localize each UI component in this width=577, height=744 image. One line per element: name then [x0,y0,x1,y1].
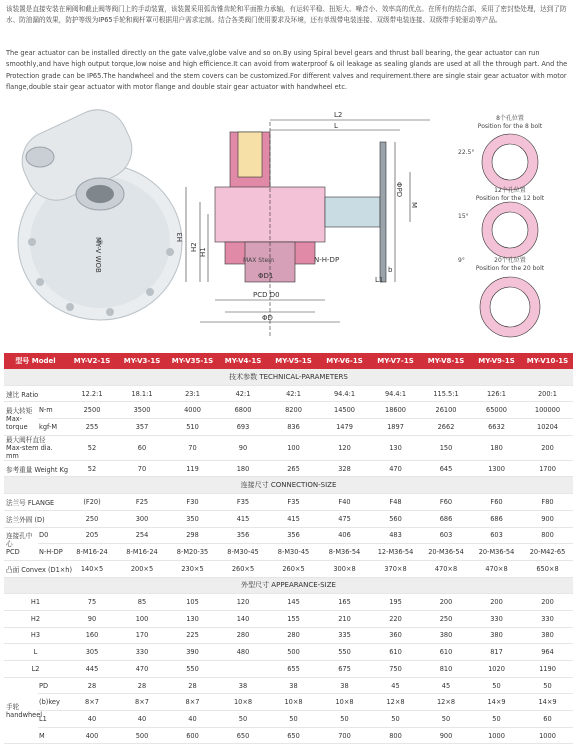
handwheel-m-cell: 650 [268,727,319,744]
handwheel-l1-cell: 40 [167,711,218,728]
bolt-20-cn: 20个孔位置 [494,257,526,264]
torque-kgfm-cell: 836 [268,419,319,436]
ratio-cell: 23:1 [167,385,218,402]
ratio-cell: 115.5:1 [421,385,471,402]
h2-cell: 330 [471,610,522,627]
pcd-d0-cell: 483 [370,527,421,544]
intro-chinese: 该装置是直接安装在闸阀和截止阀等阀门上的手动装置，该装置采用弧齿锥齿轮和平面推力承轴，有运转平稳、扭矩大、噪音小、效率高的优点。在所有的结合部，采用了密封垫处理，达到了防水、防油漏的效果，防护等级为IP65手轮和阀杆罩可根据用户需求定制。结合各类阀门使用要求及环境，还有单级带电装连接、双级带电装连接、双级带手轮驱动等产品。 [6,5,567,25]
stem-label-cn: 最大阀杆直径 [6,435,46,444]
l2-cell: 445 [67,661,117,678]
handwheel-key-cell: 8×7 [117,694,167,711]
section-appearance [4,577,573,594]
handwheel-l1-cell: 50 [268,711,319,728]
pcd-label [4,527,38,560]
handwheel-pd-cell: 50 [471,677,522,694]
handwheel-l1-sub: L1 [38,711,67,728]
h2-cell: 130 [167,610,218,627]
handwheel-pd-cell: 50 [522,677,573,694]
pcd-d0-cell: 356 [268,527,319,544]
header-model: MY-V35-1S [167,353,218,369]
h2-cell: 140 [218,610,268,627]
handwheel-key-cell: 10×8 [218,694,268,711]
product-photo [12,100,182,320]
torque-kgfm-cell: 357 [117,419,167,436]
torque-kgfm-cell: 255 [67,419,117,436]
h3-cell: 280 [268,627,319,644]
flange-cell: F40 [319,494,370,511]
pcd-nhdp-row [4,544,573,561]
l-row [4,644,573,661]
bolt-12-en: Position for the 12 bolt [475,195,545,202]
handwheel-key-row [4,694,573,711]
convex-cell: 470×8 [471,560,522,577]
convex-cell: 200×5 [117,560,167,577]
dim-max-stem: MAX Stem [243,257,274,264]
pcd-d0-cell: 298 [167,527,218,544]
pcd-d0-cell: 356 [218,527,268,544]
l2-cell: 470 [117,661,167,678]
dim-nhdp: N-H-DP [314,256,340,264]
angle-22-5: 22.5° [458,149,475,156]
h3-cell: 280 [218,627,268,644]
l-cell: 500 [268,644,319,661]
pcd-d0-cell: 603 [471,527,522,544]
bolt-12-cn: 12个孔位置 [494,187,526,194]
flange-cell: F35 [268,494,319,511]
l-cell: 964 [522,644,573,661]
handwheel-m-cell: 1000 [471,727,522,744]
torque-nm-cell: 100000 [522,402,573,419]
l-cell: 550 [319,644,370,661]
stem-cell: 90 [218,435,268,460]
handwheel-key-cell: 8×7 [67,694,117,711]
l-label: L [4,644,67,661]
convex-cell: 370×8 [370,560,421,577]
handwheel-m-cell: 800 [370,727,421,744]
dim-m: M [410,202,418,209]
flange-d-label: 法兰外圆 (D) [4,510,67,527]
handwheel-pd-cell: 45 [421,677,471,694]
h1-cell: 75 [67,594,117,611]
l-cell: 390 [167,644,218,661]
pcd-nhdp-cell: 8-M30-45 [218,544,268,561]
handwheel-label-cn: 手轮 [6,702,20,711]
h2-cell: 220 [370,610,421,627]
h2-cell: 210 [319,610,370,627]
weight-cell: 1300 [471,460,522,477]
pcd-nhdp-cell: 8-M16-24 [117,544,167,561]
handwheel-key-cell: 14×9 [471,694,522,711]
ratio-cell: 94.4:1 [319,385,370,402]
header-model: MY-V4-1S [218,353,268,369]
pcd-nhdp-cell: 8-M20-35 [167,544,218,561]
weight-cell: 328 [319,460,370,477]
l2-row [4,661,573,678]
spec-table [4,353,573,744]
l2-cell: 550 [167,661,218,678]
handwheel-m-cell: 700 [319,727,370,744]
ratio-cell: 42:1 [218,385,268,402]
l2-cell: 655 [268,661,319,678]
convex-label: 凸面 Convex (D1×h) [4,560,67,577]
l2-label: L2 [4,661,67,678]
flange-cell: F30 [167,494,218,511]
section-appearance-title: 外型尺寸 APPEARANCE-SIZE [4,577,573,594]
header-model: MY-V2-1S [67,353,117,369]
handwheel-pd-row [4,677,573,694]
handwheel-pd-cell: 28 [67,677,117,694]
stem-cell: 100 [268,435,319,460]
l2-cell: 750 [370,661,421,678]
convex-cell: 650×8 [522,560,573,577]
pcd-d0-cell: 205 [67,527,117,544]
header-model: MY-V7-1S [370,353,421,369]
weight-cell: 52 [67,460,117,477]
convex-cell: 300×8 [319,560,370,577]
pcd-nhdp-cell: 20-M36-54 [471,544,522,561]
convex-cell: 140×5 [67,560,117,577]
dim-pd: ΦPD [395,182,403,198]
header-model: MY-V5-1S [268,353,319,369]
handwheel-pd-cell: 38 [319,677,370,694]
flange-d-cell: 686 [471,510,522,527]
torque-unit-kgfm: kgf-M [38,419,67,436]
dim-pcd-d0: PCD D0 [253,291,280,299]
ratio-cell: 126:1 [471,385,522,402]
stem-label [4,435,67,460]
l-cell: 330 [117,644,167,661]
handwheel-l1-cell: 50 [218,711,268,728]
handwheel-l1-cell: 50 [471,711,522,728]
weight-cell: 180 [218,460,268,477]
ratio-label: 速比 Ratio [4,385,67,402]
flange-d-row [4,510,573,527]
stem-cell: 60 [117,435,167,460]
pcd-d0-cell: 254 [117,527,167,544]
handwheel-m-cell: 500 [117,727,167,744]
section-technical-title: 技术参数 TECHNICAL-PARAMETERS [4,369,573,385]
weight-cell: 470 [370,460,421,477]
weight-cell: 265 [268,460,319,477]
ratio-cell: 42:1 [268,385,319,402]
convex-cell: 260×5 [268,560,319,577]
product-label: MY-V WOB [94,237,102,273]
handwheel-key-cell: 12×8 [421,694,471,711]
torque-nm-cell: 3500 [117,402,167,419]
weight-cell: 1700 [522,460,573,477]
handwheel-l1-cell: 60 [522,711,573,728]
pcd-d0-cell: 800 [522,527,573,544]
handwheel-m-cell: 400 [67,727,117,744]
stem-label-en: Max-stem dia. mm [6,443,53,460]
h1-cell: 145 [268,594,319,611]
flange-d-cell: 900 [522,510,573,527]
flange-d-cell: 475 [319,510,370,527]
pcd-nhdp-cell: 8-M30-45 [268,544,319,561]
handwheel-pd-cell: 38 [218,677,268,694]
handwheel-key-cell: 10×8 [268,694,319,711]
torque-kgfm-cell: 1897 [370,419,421,436]
handwheel-m-row [4,727,573,744]
weight-cell: 645 [421,460,471,477]
flange-d-cell: 560 [370,510,421,527]
ratio-cell: 18.1:1 [117,385,167,402]
header-model: MY-V10-1S [522,353,573,369]
l-cell: 610 [370,644,421,661]
flange-cell: F25 [117,494,167,511]
handwheel-key-cell: 8×7 [167,694,218,711]
torque-nm-cell: 65000 [471,402,522,419]
h2-cell: 100 [117,610,167,627]
header-model: MY-V8-1S [421,353,471,369]
flange-label: 法兰号 FLANGE [4,494,67,511]
bolt-8-cn: 8个孔位置 [496,115,524,122]
handwheel-m-cell: 600 [167,727,218,744]
h2-cell: 155 [268,610,319,627]
header-row [4,353,573,369]
flange-cell: (F20) [67,494,117,511]
section-technical [4,369,573,385]
torque-kgfm-cell: 510 [167,419,218,436]
torque-kgfm-cell: 2662 [421,419,471,436]
handwheel-label-en: handwheel [6,710,43,719]
handwheel-l1-cell: 50 [421,711,471,728]
flange-cell: F48 [370,494,421,511]
l2-cell: 810 [421,661,471,678]
intro-english: The gear actuator can be installed directly on the gate valve,globe valve and so on.By using Spiral bevel gears and thrust ball bearing, the gear actuator can run smoothly,and have high output torque,low noise and high efficience.It can avoid from waterproof & oil leakage as sealing glands are used at all the through part. And the Protection grade can be IP65.The handwheel and the stem covers can be customized.For different valves and requirement.there are single stair gear actuator with motor flange,double stair gear actuator with motor flange and double stair gear actuator with handwheel etc. [6,49,568,92]
header-model: MY-V3-1S [117,353,167,369]
h2-row [4,610,573,627]
dim-d: ΦD [262,314,273,322]
handwheel-pd-cell: 28 [167,677,218,694]
h1-cell: 200 [421,594,471,611]
pcd-nhdp-cell: 8-M16-24 [67,544,117,561]
l2-cell: 675 [319,661,370,678]
stem-cell: 70 [167,435,218,460]
l-cell: 305 [67,644,117,661]
handwheel-l1-cell: 40 [117,711,167,728]
l2-cell: 1190 [522,661,573,678]
flange-cell: F35 [218,494,268,511]
torque-nm-cell: 26100 [421,402,471,419]
torque-nm-cell: 14500 [319,402,370,419]
weight-label: 参考重量 Weight Kg [4,460,67,477]
pcd-d0-cell: 406 [319,527,370,544]
bolt-20-en: Position for the 20 bolt [475,265,545,272]
convex-cell: 470×8 [421,560,471,577]
h3-cell: 360 [370,627,421,644]
pcd-nhdp-cell: 20-M42-65 [522,544,573,561]
handwheel-m-cell: 900 [421,727,471,744]
flange-d-cell: 350 [167,510,218,527]
h3-cell: 380 [522,627,573,644]
flange-cell: F60 [471,494,522,511]
torque-nm-cell: 18600 [370,402,421,419]
h1-row [4,594,573,611]
flange-d-cell: 250 [67,510,117,527]
angle-9: 9° [458,257,465,264]
torque-kgfm-row [4,419,573,436]
pcd-nhdp-cell: 8-M36-54 [319,544,370,561]
ratio-row [4,385,573,402]
handwheel-m-cell: 1000 [522,727,573,744]
dim-h2: H2 [190,242,198,252]
l-cell: 817 [471,644,522,661]
stem-cell: 130 [370,435,421,460]
h3-cell: 380 [471,627,522,644]
l-cell: 480 [218,644,268,661]
handwheel-key-cell: 12×8 [370,694,421,711]
handwheel-key-cell: 14×9 [522,694,573,711]
pcd-nhdp-cell: 12-M36-54 [370,544,421,561]
ratio-cell: 200:1 [522,385,573,402]
torque-label-en: Max-torque [6,414,28,431]
convex-row [4,560,573,577]
angle-15: 15° [458,213,469,220]
header-model: MY-V6-1S [319,353,370,369]
spec-table-wrap [4,353,573,744]
handwheel-l1-row [4,711,573,728]
l-cell: 610 [421,644,471,661]
stem-cell: 120 [319,435,370,460]
flange-d-cell: 415 [268,510,319,527]
h1-cell: 200 [471,594,522,611]
flange-cell: F80 [522,494,573,511]
h1-cell: 120 [218,594,268,611]
section-drawing [186,120,430,337]
stem-row [4,435,573,460]
flange-d-cell: 686 [421,510,471,527]
torque-kgfm-cell: 10204 [522,419,573,436]
h3-label: H3 [4,627,67,644]
handwheel-l1-cell: 40 [67,711,117,728]
dim-l: L [334,122,338,130]
stem-cell: 180 [471,435,522,460]
header-model: MY-V9-1S [471,353,522,369]
weight-cell: 119 [167,460,218,477]
ratio-cell: 94.4:1 [370,385,421,402]
h1-cell: 165 [319,594,370,611]
h3-cell: 380 [421,627,471,644]
h3-cell: 170 [117,627,167,644]
dim-h1: H1 [199,247,207,257]
torque-nm-cell: 6800 [218,402,268,419]
pcd-label-en: PCD [6,547,20,556]
convex-cell: 230×5 [167,560,218,577]
handwheel-l1-cell: 50 [319,711,370,728]
weight-row [4,460,573,477]
section-connection-title: 连接尺寸 CONNECTION-SIZE [4,477,573,494]
flange-cell: F60 [421,494,471,511]
handwheel-m-cell: 650 [218,727,268,744]
torque-kgfm-cell: 693 [218,419,268,436]
torque-unit-nm: N-m [38,402,67,419]
stem-cell: 150 [421,435,471,460]
dim-b: b [388,266,393,274]
convex-cell: 260×5 [218,560,268,577]
pcd-d0-sub: D0 [38,527,67,544]
section-connection [4,477,573,494]
h3-cell: 160 [67,627,117,644]
handwheel-pd-sub: PD [38,677,67,694]
flange-row [4,494,573,511]
h1-cell: 85 [117,594,167,611]
torque-kgfm-cell: 1479 [319,419,370,436]
h2-cell: 330 [522,610,573,627]
handwheel-key-sub: (b)key [38,694,67,711]
h3-cell: 225 [167,627,218,644]
l2-cell [218,661,268,678]
bolt-pattern-12 [458,186,545,258]
bolt-pattern-20 [458,256,545,337]
pcd-nhdp-cell: 20-M36-54 [421,544,471,561]
h3-row [4,627,573,644]
h1-cell: 105 [167,594,218,611]
flange-d-cell: 415 [218,510,268,527]
stem-cell: 200 [522,435,573,460]
handwheel-l1-cell: 50 [370,711,421,728]
ratio-cell: 12.2:1 [67,385,117,402]
dim-l2: L2 [334,111,343,119]
h2-cell: 250 [421,610,471,627]
handwheel-pd-cell: 45 [370,677,421,694]
dim-h3: H3 [176,232,184,242]
pcd-nhdp-sub: N-H-DP [38,544,67,561]
handwheel-m-sub: M [38,727,67,744]
flange-d-cell: 300 [117,510,167,527]
torque-nm-cell: 4000 [167,402,218,419]
h1-cell: 200 [522,594,573,611]
handwheel-key-cell: 10×8 [319,694,370,711]
weight-cell: 70 [117,460,167,477]
torque-label-cn: 最大转矩 [6,406,33,415]
torque-nm-row [4,402,573,419]
dim-l1: L1 [375,276,384,284]
h2-label: H2 [4,610,67,627]
pcd-d0-row [4,527,573,544]
dim-d1: ΦD1 [258,272,274,280]
h3-cell: 335 [319,627,370,644]
stem-cell: 52 [67,435,117,460]
torque-nm-cell: 2500 [67,402,117,419]
torque-label [4,402,38,435]
handwheel-pd-cell: 38 [268,677,319,694]
bolt-pattern-8 [458,114,543,190]
handwheel-pd-cell: 28 [117,677,167,694]
l2-cell: 1020 [471,661,522,678]
h1-cell: 195 [370,594,421,611]
figure-panel [0,102,577,347]
pcd-label-cn: 连接孔中心 [6,531,33,548]
h2-cell: 90 [67,610,117,627]
h1-label: H1 [4,594,67,611]
bolt-8-en: Position for the 8 bolt [477,123,543,130]
torque-kgfm-cell: 6632 [471,419,522,436]
header-model-label: 型号 Model [4,353,67,369]
torque-nm-cell: 8200 [268,402,319,419]
pcd-d0-cell: 603 [421,527,471,544]
